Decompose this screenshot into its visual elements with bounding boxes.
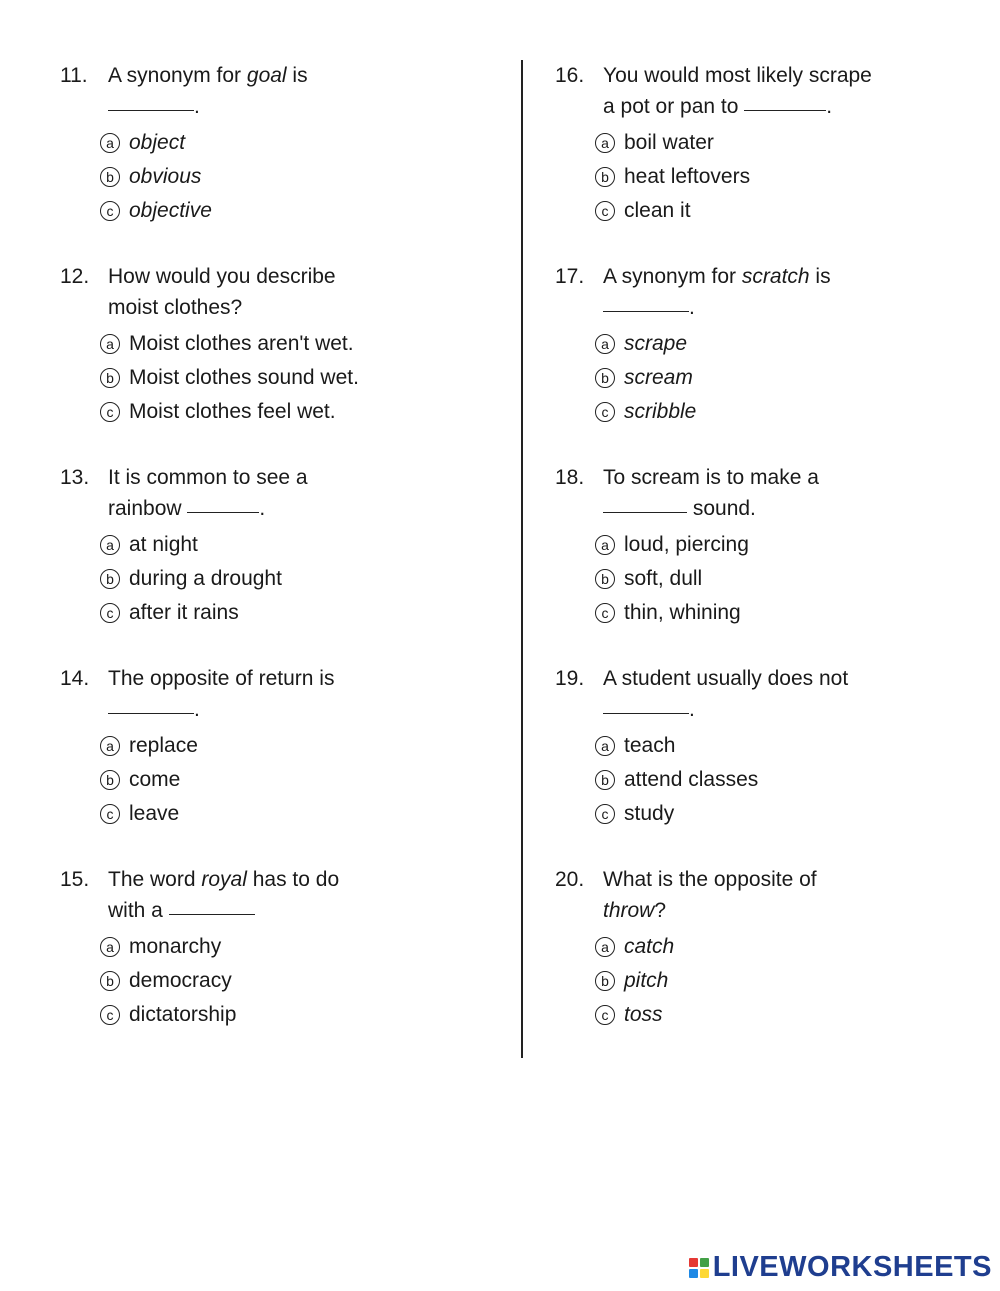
question [555,60,995,261]
option-text: monarchy [129,935,222,958]
italic-term: throw [603,899,655,922]
question-text [108,292,500,323]
text-segment: rainbow [108,497,188,520]
option-b[interactable] [595,964,995,998]
text-segment: . [259,497,266,520]
question-number: 15. [60,868,90,891]
option-c[interactable] [595,797,995,831]
question-number: 20. [555,868,585,891]
option-b[interactable] [595,562,995,596]
option-text: boil water [624,131,714,154]
question-line [555,292,995,323]
left-column [60,60,500,1065]
right-column [555,60,995,1065]
question-text [108,663,500,694]
answer-bubble[interactable]: c [100,603,120,623]
answer-bubble[interactable]: c [595,1005,615,1025]
answer-bubble[interactable]: a [595,133,615,153]
question-line [60,60,500,91]
answer-bubble[interactable]: a [100,736,120,756]
text-segment: A synonym for [108,64,247,87]
question-text [603,292,995,323]
question-number [555,91,603,122]
option-b[interactable] [595,763,995,797]
italic-term: royal [201,868,247,891]
answer-bubble[interactable]: b [100,167,120,187]
question-number: 13. [60,466,90,489]
question-number: 12. [60,265,90,288]
answer-bubble[interactable]: a [100,133,120,153]
answer-bubble[interactable]: a [100,937,120,957]
option-text: study [624,802,675,825]
option-a[interactable] [595,930,995,964]
text-segment: . [689,698,695,721]
options-list [555,528,995,630]
answer-bubble[interactable]: b [100,569,120,589]
options-list [555,729,995,831]
option-c[interactable] [595,596,995,630]
answer-bubble[interactable]: a [595,937,615,957]
question-line [555,493,995,524]
option-b[interactable] [100,562,500,596]
text-segment: You would most likely scrape [603,64,872,87]
option-text: scribble [624,400,697,423]
option-text: clean it [624,199,691,222]
option-text: catch [624,935,675,958]
question-text [603,261,995,292]
text-segment: It is common to see a [108,466,308,489]
question-line [60,261,500,292]
question [60,261,500,462]
option-b[interactable] [100,361,500,395]
question-line [60,462,500,493]
question-text [108,462,500,493]
answer-blank[interactable] [108,713,194,714]
answer-bubble[interactable]: c [100,402,120,422]
option-text: thin, whining [624,601,741,624]
option-text: loud, piercing [624,533,749,556]
answer-blank[interactable] [187,512,259,513]
answer-bubble[interactable]: b [100,971,120,991]
text-segment: ? [654,899,667,922]
answer-blank[interactable] [169,914,255,915]
question-text [108,261,500,292]
option-text: pitch [624,969,669,992]
option-text: Moist clothes aren't wet. [129,332,354,355]
liveworksheets-logo [689,1251,992,1284]
option-a[interactable] [595,327,995,361]
option-c[interactable] [595,194,995,228]
text-segment: has to do [246,868,340,891]
option-text: obvious [129,165,202,188]
option-b[interactable] [595,361,995,395]
option-text: object [129,131,186,154]
option-c[interactable] [100,998,500,1032]
question-number [60,292,108,323]
question-number [60,91,108,122]
question-line [60,91,500,122]
option-text: come [129,768,181,791]
option-text: soft, dull [624,567,703,590]
option-text: heat leftovers [624,165,751,188]
question [555,261,995,462]
answer-blank[interactable] [108,110,194,111]
text-segment: . [689,296,695,319]
question-text [603,462,995,493]
option-text: democracy [129,969,232,992]
answer-bubble[interactable]: b [595,569,615,589]
question [60,864,500,1065]
text-segment: with a [108,899,169,922]
options-list [60,327,500,429]
text-segment: The word [108,868,202,891]
question-line [555,694,995,725]
option-b[interactable] [100,964,500,998]
option-text: during a drought [129,567,282,590]
option-text: teach [624,734,676,757]
question-number: 17. [555,265,585,288]
options-list [555,327,995,429]
answer-bubble[interactable]: c [100,1005,120,1025]
answer-bubble[interactable]: a [595,535,615,555]
option-text: replace [129,734,198,757]
question-line [60,663,500,694]
question-number [555,895,603,926]
option-a[interactable] [595,729,995,763]
option-text: objective [129,199,212,222]
logo-text: LIVEWORKSHEETS [712,1251,992,1283]
column-divider [521,60,523,1058]
options-list [60,528,500,630]
answer-bubble[interactable]: b [595,971,615,991]
text-segment: . [826,95,833,118]
option-c[interactable] [100,596,500,630]
answer-bubble[interactable]: a [595,334,615,354]
text-segment: . [194,698,200,721]
text-segment: is [809,265,831,288]
text-segment: is [286,64,308,87]
question-text [603,864,995,895]
option-text: after it rains [129,601,239,624]
answer-blank[interactable] [603,311,689,312]
logo-tiles-icon [689,1258,709,1278]
answer-bubble[interactable]: a [100,535,120,555]
option-a[interactable] [100,327,500,361]
question-line [555,895,995,926]
question-number: 14. [60,667,90,690]
answer-bubble[interactable]: c [595,201,615,221]
question-number [60,895,108,926]
question-number [555,292,603,323]
logo-tile [689,1258,698,1267]
logo-tile [700,1269,709,1278]
question-text [108,60,500,91]
question-number: 11. [60,64,88,87]
option-a[interactable] [100,930,500,964]
option-b[interactable] [595,160,995,194]
option-text: attend classes [624,768,759,791]
option-a[interactable] [100,126,500,160]
question-line [555,864,995,895]
option-a[interactable] [595,126,995,160]
option-text: at night [129,533,198,556]
question-number [60,493,108,524]
option-a[interactable] [100,729,500,763]
answer-bubble[interactable]: a [595,736,615,756]
text-segment: a pot or pan to [603,95,745,118]
option-text: Moist clothes sound wet. [129,366,359,389]
answer-blank[interactable] [603,512,687,513]
options-list [555,930,995,1032]
question-number [555,694,603,725]
question-text [108,493,500,524]
answer-blank[interactable] [744,110,826,111]
option-text: Moist clothes feel wet. [129,400,336,423]
question-text [108,895,500,926]
option-text: toss [624,1003,663,1026]
question-text [603,91,995,122]
question-number: 18. [555,466,585,489]
question-line [555,462,995,493]
answer-bubble[interactable]: c [100,201,120,221]
text-segment: What is the opposite of [603,868,817,891]
question-number: 16. [555,64,585,87]
option-c[interactable] [595,395,995,429]
text-segment: To scream is to make a [603,466,819,489]
text-segment: A student usually does not [603,667,849,690]
question-line [60,694,500,725]
text-segment: sound. [687,497,756,520]
answer-bubble[interactable]: c [100,804,120,824]
question [555,462,995,663]
text-segment: . [194,95,200,118]
options-list [60,930,500,1032]
question-text [108,864,500,895]
option-text: dictatorship [129,1003,237,1026]
options-list [60,126,500,228]
option-b[interactable] [100,763,500,797]
question [60,663,500,864]
text-segment: The opposite of return is [108,667,335,690]
option-c[interactable] [100,797,500,831]
question [555,864,995,1065]
option-b[interactable] [100,160,500,194]
question-line [555,261,995,292]
question-number [60,694,108,725]
answer-bubble[interactable]: b [100,770,120,790]
question [60,462,500,663]
options-list [555,126,995,228]
option-text: leave [129,802,180,825]
question-number [555,493,603,524]
question-line [555,91,995,122]
question-text [603,493,995,524]
question [60,60,500,261]
question-text [603,663,995,694]
text-segment: How would you describe [108,265,336,288]
option-a[interactable] [100,528,500,562]
logo-tile [700,1258,709,1267]
option-c[interactable] [100,194,500,228]
answer-bubble[interactable]: c [595,804,615,824]
option-c[interactable] [595,998,995,1032]
options-list [60,729,500,831]
answer-blank[interactable] [603,713,689,714]
question [555,663,995,864]
text-segment: A synonym for [603,265,742,288]
answer-bubble[interactable]: c [595,402,615,422]
logo-tile [689,1269,698,1278]
answer-bubble[interactable]: a [100,334,120,354]
question-text [603,895,995,926]
italic-term: goal [246,64,287,87]
question-line [60,895,500,926]
text-segment: moist clothes? [108,296,243,319]
question-number: 19. [555,667,585,690]
question-text [603,60,995,91]
italic-term: scratch [741,265,810,288]
answer-bubble[interactable]: b [595,368,615,388]
answer-bubble[interactable]: b [100,368,120,388]
question-line [60,864,500,895]
question-text [108,694,500,725]
option-c[interactable] [100,395,500,429]
question-line [555,60,995,91]
answer-bubble[interactable]: b [595,770,615,790]
option-text: scream [624,366,693,389]
question-text [108,91,500,122]
question-text [603,694,995,725]
answer-bubble[interactable]: c [595,603,615,623]
option-text: scrape [624,332,688,355]
question-line [60,493,500,524]
question-line [60,292,500,323]
question-line [555,663,995,694]
answer-bubble[interactable]: b [595,167,615,187]
option-a[interactable] [595,528,995,562]
